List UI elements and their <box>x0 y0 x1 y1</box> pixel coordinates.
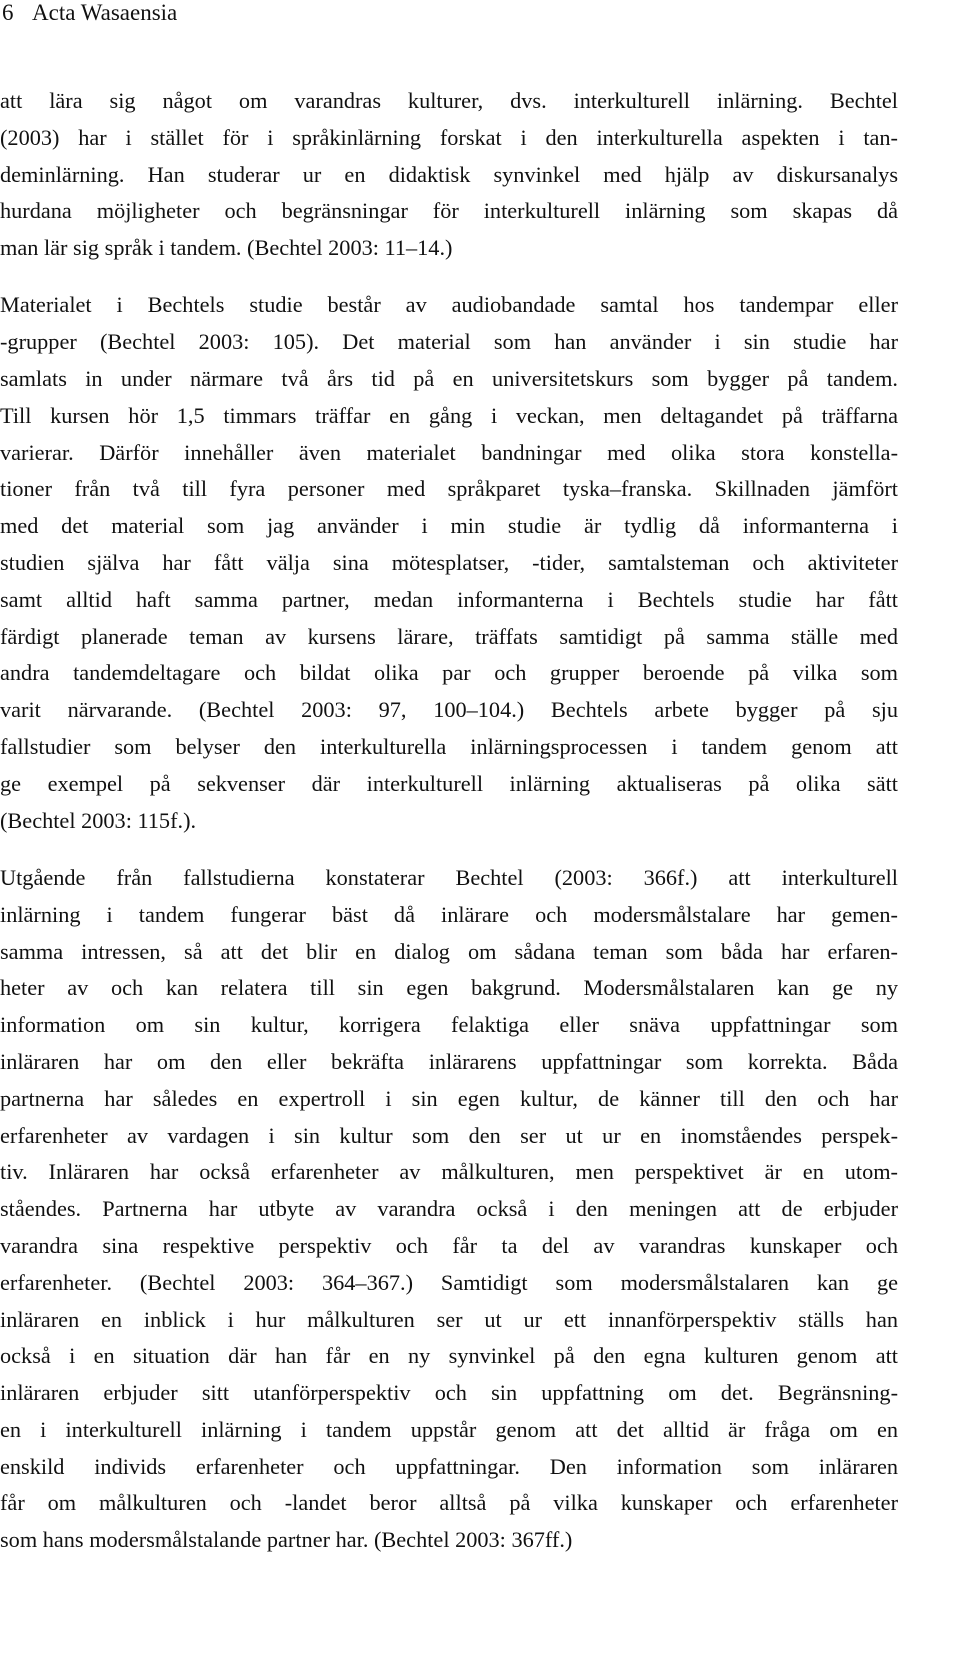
paragraph-3 <box>0 860 898 1559</box>
text-line: samlats in under närmare två års tid på en universitetskurs som bygger på tandem. <box>0 366 898 392</box>
text-line: partnerna har således en expertroll i sin egen kultur, de känner till den och har <box>0 1085 898 1111</box>
text-line: Materialet i Bechtels studie består av audiobandade samtal hos tandempar eller <box>0 292 898 318</box>
body-text <box>0 83 898 1559</box>
text-line: också i en situation där han får en ny synvinkel på den egna kulturen genom att <box>0 1343 898 1369</box>
text-line: Till kursen hör 1,5 timmars träffar en gång i veckan, men deltagandet på träffarna <box>0 402 898 428</box>
text-line: samma intressen, så att det blir en dialog om sådana teman som båda har erfaren- <box>0 938 898 964</box>
text-line: studien själva har fått välja sina mötesplatser, -tider, samtalsteman och aktiviteter <box>0 550 898 576</box>
paragraph-spacer <box>0 267 898 288</box>
text-line: man lär sig språk i tandem. (Bechtel 2003: 11–14.) <box>0 235 453 261</box>
text-line: heter av och kan relatera till sin egen bakgrund. Modersmålstalaren kan ge ny <box>0 975 898 1001</box>
text-line: (Bechtel 2003: 115f.). <box>0 807 197 833</box>
text-line: att lära sig något om varandras kulturer, dvs. interkulturell inlärning. Bechtel <box>0 88 898 113</box>
text-line: Utgående från fallstudierna konstaterar Bechtel (2003: 366f.) att interkulturell <box>0 864 898 890</box>
text-line: färdigt planerade teman av kursens lärare, träffats samtidigt på samma ställe med <box>0 623 898 649</box>
text-line: tioner från två till fyra personer med språkparet tyska–franska. Skillnaden jämfört <box>0 476 898 502</box>
text-line: en i interkulturell inlärning i tandem uppstår genom att det alltid är fråga om en <box>0 1416 898 1442</box>
text-line: med det material som jag använder i min studie är tydlig då informanterna i <box>0 513 898 539</box>
text-line: inläraren har om den eller bekräfta inlärarens uppfattningar som korrekta. Båda <box>0 1048 898 1074</box>
text-line: -grupper (Bechtel 2003: 105). Det material som han använder i sin studie har <box>0 329 898 355</box>
text-line: deminlärning. Han studerar ur en didaktisk synvinkel med hjälp av diskursanalys <box>0 161 898 187</box>
text-line: varit närvarande. (Bechtel 2003: 97, 100–104.) Bechtels arbete bygger på sju <box>0 697 898 723</box>
text-line: tiv. Inläraren har också erfarenheter av målkulturen, men perspektivet är en utom- <box>0 1159 898 1185</box>
text-line: andra tandemdeltagare och bildat olika par och grupper beroende på vilka som <box>0 660 898 686</box>
text-line: erfarenheter. (Bechtel 2003: 364–367.) Samtidigt som modersmålstalaren kan ge <box>0 1269 898 1295</box>
text-line: inlärning i tandem fungerar bäst då inlärare och modersmålstalare har gemen- <box>0 901 898 927</box>
text-line: fallstudier som belyser den interkulturella inlärningsprocessen i tandem genom att <box>0 734 898 760</box>
text-line: får om målkulturen och -landet beror alltså på vilka kunskaper och erfarenheter <box>0 1490 898 1516</box>
paragraph-spacer <box>0 839 898 860</box>
text-line: ge exempel på sekvenser där interkulturell inlärning aktualiseras på olika sätt <box>0 770 898 796</box>
text-line: ståendes. Partnerna har utbyte av varandra också i den meningen att de erbjuder <box>0 1196 898 1222</box>
text-line: enskild individs erfarenheter och uppfattningar. Den information som inläraren <box>0 1453 898 1479</box>
text-line: information om sin kultur, korrigera felaktiga eller snäva uppfattningar som <box>0 1012 898 1038</box>
text-line: hurdana möjligheter och begränsningar för interkulturell inlärning som skapas då <box>0 198 898 224</box>
text-line: varandra sina respektive perspektiv och får ta del av varandras kunskaper och <box>0 1232 898 1258</box>
text-line: inläraren en inblick i hur målkulturen ser ut ur ett innanförperspektiv ställs han <box>0 1306 898 1332</box>
journal-title: Acta Wasaensia <box>32 0 178 25</box>
text-line: inläraren erbjuder sitt utanförperspektiv och sin uppfattning om det. Begränsning- <box>0 1380 898 1406</box>
running-header <box>2 0 177 28</box>
paragraph-1 <box>0 83 898 267</box>
text-line: (2003) har i stället för i språkinlärning forskat i den interkulturella aspekten i tan- <box>0 124 898 150</box>
page-number: 6 <box>2 0 14 25</box>
paragraph-2 <box>0 287 898 839</box>
text-line: samt alltid haft samma partner, medan informanterna i Bechtels studie har fått <box>0 586 898 612</box>
text-line: erfarenheter av vardagen i sin kultur som den ser ut ur en inomståendes perspek- <box>0 1122 898 1148</box>
text-line: varierar. Därför innehåller även materialet bandningar med olika stora konstella- <box>0 439 898 465</box>
text-line: som hans modersmålstalande partner har. (Bechtel 2003: 367ff.) <box>0 1527 573 1553</box>
